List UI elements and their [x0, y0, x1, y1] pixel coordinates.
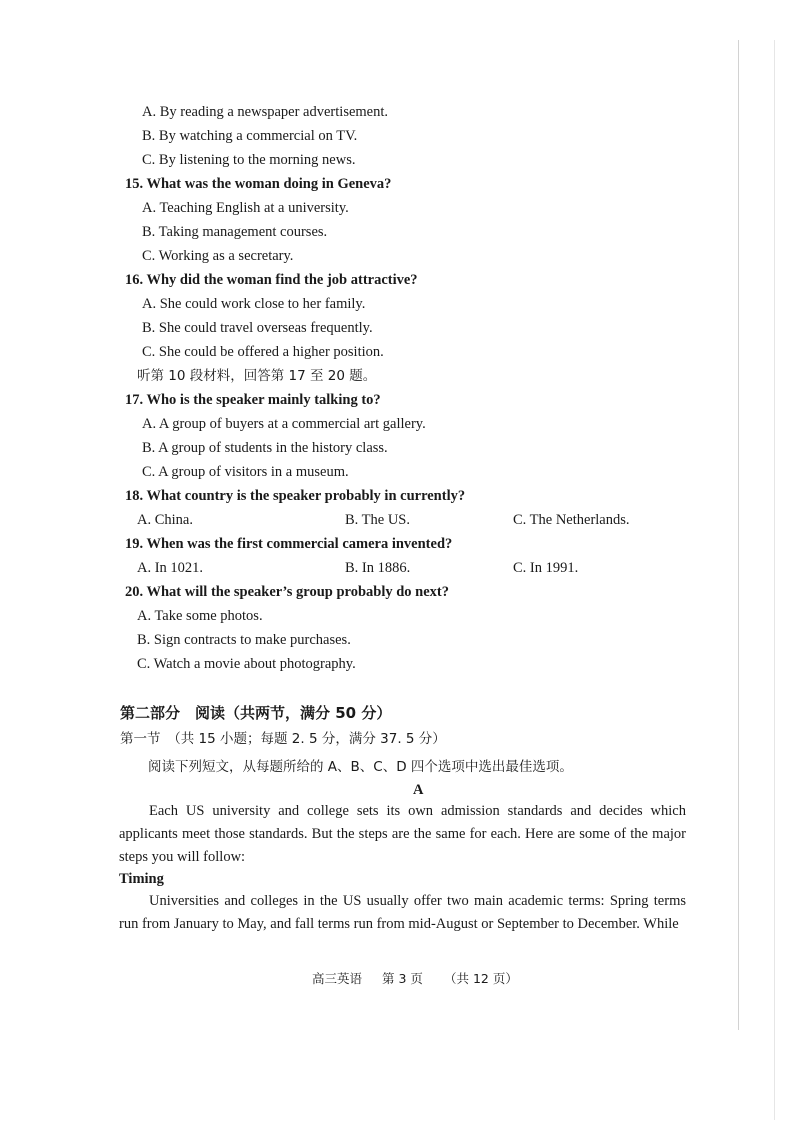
question-16: 16. Why did the woman find the job attractive? — [125, 272, 418, 288]
option-b: B. By watching a commercial on TV. — [142, 128, 358, 144]
passage-paragraph: Each US university and college sets its own admission standards and decides which applicants meet those standards. But the steps are the same for each. Here are some of the major steps you will follow: — [119, 803, 686, 865]
question-15: 15. What was the woman doing in Geneva? — [125, 176, 392, 192]
option-b: B. Taking management courses. — [142, 224, 328, 240]
scan-edge-line — [738, 40, 739, 1030]
footer-page: 第 3 页 — [382, 971, 423, 986]
passage-paragraph: Universities and colleges in the US usually offer two main academic terms: Spring terms run from January to May, and fall terms run from mid-August or September to December. While — [119, 893, 686, 932]
option-b: B. She could travel overseas frequently. — [142, 320, 373, 336]
scan-edge-line — [774, 40, 775, 1120]
option-c: C. Watch a movie about photography. — [137, 656, 356, 672]
footer-total: （共 12 页） — [444, 971, 518, 986]
option-c: C. The Netherlands. — [513, 512, 630, 528]
question-18: 18. What country is the speaker probably in currently? — [125, 488, 466, 504]
passage-subheading: Timing — [119, 871, 164, 887]
option-b: B. A group of students in the history class. — [142, 440, 388, 456]
option-c: C. A group of visitors in a museum. — [142, 464, 349, 480]
passage-label: A — [413, 782, 424, 798]
part-two-title: 第二部分 阅读（共两节，满分 50 分） — [120, 704, 392, 722]
section-one-title: 第一节 （共 15 小题；每题 2. 5 分，满分 37. 5 分） — [120, 731, 446, 747]
option-a: A. She could work close to her family. — [142, 296, 366, 312]
question-20: 20. What will the speaker’s group probably do next? — [125, 584, 450, 600]
option-a: A. Take some photos. — [137, 608, 263, 624]
option-a: A. Teaching English at a university. — [142, 200, 349, 216]
listening-instruction: 听第 10 段材料，回答第 17 至 20 题。 — [137, 368, 377, 384]
option-a: A. China. — [137, 512, 193, 528]
option-c: C. By listening to the morning news. — [142, 152, 356, 168]
option-a: A. A group of buyers at a commercial art gallery. — [142, 416, 426, 432]
option-c: C. She could be offered a higher position. — [142, 344, 384, 360]
question-19: 19. When was the first commercial camera invented? — [125, 536, 453, 552]
option-b: B. In 1886. — [345, 560, 411, 576]
footer-subject: 高三英语 — [312, 971, 363, 986]
option-c: C. Working as a secretary. — [142, 248, 294, 264]
option-b: B. The US. — [345, 512, 410, 528]
question-17: 17. Who is the speaker mainly talking to? — [125, 392, 381, 408]
option-b: B. Sign contracts to make purchases. — [137, 632, 351, 648]
option-a: A. In 1021. — [137, 560, 204, 576]
section-instruction: 阅读下列短文，从每题所给的 A、B、C、D 四个选项中选出最佳选项。 — [148, 759, 573, 775]
option-a: A. By reading a newspaper advertisement. — [142, 104, 389, 120]
option-c: C. In 1991. — [513, 560, 579, 576]
